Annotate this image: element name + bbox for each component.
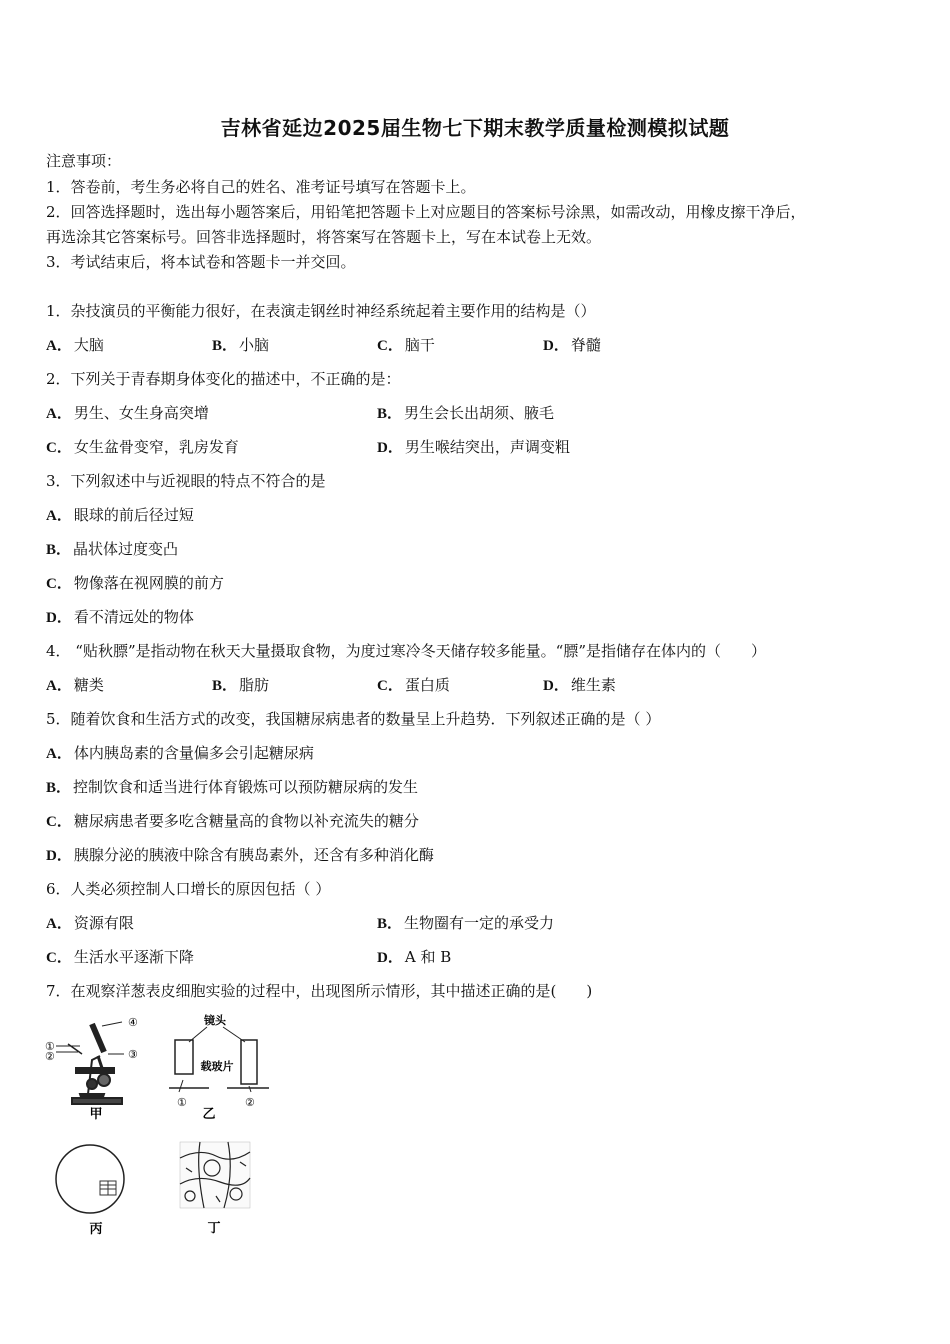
q5-option-c: C． 糖尿病患者要多吃含糖量高的食物以补充流失的糖分 (46, 812, 419, 830)
notice-item-2a: 2．回答选择题时，选出每小题答案后，用铅笔把答题卡上对应题目的答案标号涂黑，如需改动，用橡皮擦干净后， (46, 203, 806, 221)
label-n1: ① (45, 1040, 55, 1053)
q2-option-b: B． 男生会长出胡须、腋毛 (377, 404, 555, 422)
q4-option-b: B． 脂肪 (212, 676, 270, 694)
q4-option-c: C． 蛋白质 (377, 676, 450, 694)
q5-option-a: A． 体内胰岛素的含量偏多会引起糖尿病 (46, 744, 314, 762)
question-2-stem: 2．下列关于青春期身体变化的描述中，不正确的是： (46, 370, 401, 388)
q4-option-a: A． 糖类 (46, 676, 104, 694)
q3-option-c: C． 物像落在视网膜的前方 (46, 574, 224, 592)
notice-item-2b: 再选涂其它答案标号。回答非选择题时，将答案写在答题卡上，写在本试卷上无效。 (46, 228, 602, 246)
label-n2: ② (45, 1050, 55, 1063)
q2-option-d: D． 男生喉结突出，声调变粗 (377, 438, 570, 456)
question-3-stem: 3．下列叙述中与近视眼的特点不符合的是 (46, 472, 326, 490)
q6-option-a: A． 资源有限 (46, 914, 134, 932)
page-title: 吉林省延边2025届生物七下期末教学质量检测模拟试题 (220, 116, 730, 140)
caption-ding: 丁 (207, 1221, 221, 1236)
caption-yi: 乙 (202, 1107, 216, 1122)
q5-option-d: D． 胰腺分泌的胰液中除含有胰岛素外，还含有多种消化酶 (46, 846, 434, 864)
view-figure-bing (52, 1135, 134, 1237)
q1-option-a: A． 大脑 (46, 336, 104, 354)
label-yi-n2: ② (245, 1096, 255, 1109)
label-yi-n1: ① (177, 1096, 187, 1109)
question-4-stem: 4． “贴秋膘”是指动物在秋天大量摄取食物，为度过寒冷冬天储存较多能量。“膘”是指储存在体内的（ ） (46, 642, 766, 660)
q5-option-b: B． 控制饮食和适当进行体育锻炼可以预防糖尿病的发生 (46, 778, 419, 796)
question-1-stem: 1．杂技演员的平衡能力很好，在表演走钢丝时神经系统起着主要作用的结构是（） (46, 302, 596, 320)
q1-option-d: D． 脊髓 (543, 336, 601, 354)
q3-option-d: D． 看不清远处的物体 (46, 608, 194, 626)
label-n3: ③ (128, 1048, 138, 1061)
notice-item-1: 1．答卷前，考生务必将自己的姓名、准考证号填写在答题卡上。 (46, 178, 476, 196)
microscope-figure-jia (42, 1010, 152, 1125)
lens-figure-yi (165, 1010, 275, 1125)
question-5-stem: 5．随着饮食和生活方式的改变，我国糖尿病患者的数量呈上升趋势．下列叙述正确的是（ ） (46, 710, 661, 728)
label-zaibopian: 载玻片 (200, 1060, 234, 1073)
q1-option-b: B． 小脑 (212, 336, 270, 354)
notice-item-3: 3．考试结束后，将本试卷和答题卡一并交回。 (46, 253, 356, 271)
q3-option-a: A． 眼球的前后径过短 (46, 506, 194, 524)
question-6-stem: 6．人类必须控制人口增长的原因包括（ ） (46, 880, 331, 898)
cells-figure-ding (176, 1138, 256, 1236)
notice-heading: 注意事项： (46, 152, 122, 170)
q1-option-c: C． 脑干 (377, 336, 435, 354)
label-n4: ④ (128, 1016, 138, 1029)
q6-option-d: D． A 和 B (377, 948, 452, 966)
q2-option-c: C． 女生盆骨变窄，乳房发育 (46, 438, 239, 456)
q6-option-c: C． 生活水平逐渐下降 (46, 948, 194, 966)
q6-option-b: B． 生物圈有一定的承受力 (377, 914, 555, 932)
q4-option-d: D． 维生素 (543, 676, 616, 694)
label-jingtou: 镜头 (204, 1014, 226, 1027)
q3-option-b: B． 晶状体过度变凸 (46, 540, 179, 558)
caption-jia: 甲 (89, 1107, 103, 1122)
question-7-stem: 7．在观察洋葱表皮细胞实验的过程中，出现图所示情形，其中描述正确的是( ) (46, 982, 593, 1000)
caption-bing: 丙 (89, 1222, 103, 1237)
q2-option-a: A． 男生、女生身高突增 (46, 404, 209, 422)
